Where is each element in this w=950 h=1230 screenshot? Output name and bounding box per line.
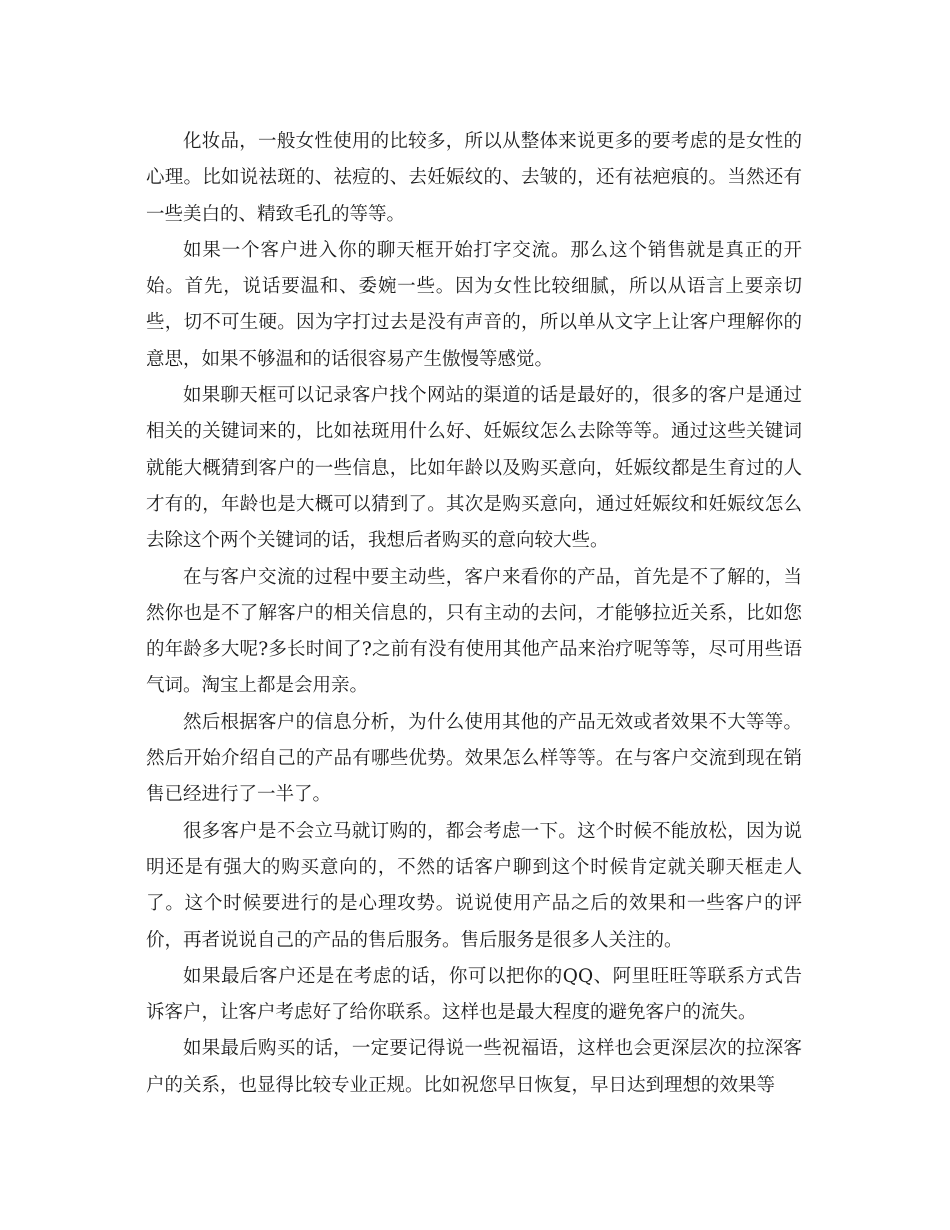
- paragraph: 如果一个客户进入你的聊天框开始打字交流。那么这个销售就是真正的开始。首先，说话要温和、委婉一些。因为女性比较细腻，所以从语言上要亲切些，切不可生硬。因为字打过去是没有声音的，所以单从文字上让客户理解你的意思，如果不够温和的话很容易产生傲慢等感觉。: [146, 239, 802, 370]
- document-body: [146, 124, 802, 1104]
- paragraph: 如果最后客户还是在考虑的话，你可以把你的QQ、阿里旺旺等联系方式告诉客户，让客户考虑好了给你联系。这样也是最大程度的避免客户的流失。: [146, 965, 802, 1024]
- paragraph: 在与客户交流的过程中要主动些，客户来看你的产品，首先是不了解的，当然你也是不了解客户的相关信息的，只有主动的去问，才能够拉近关系，比如您的年龄多大呢?多长时间了?之前有没有使用其他产品来治疗呢等等，尽可用些语气词。淘宝上都是会用亲。: [146, 566, 802, 697]
- paragraph: 很多客户是不会立马就订购的，都会考虑一下。这个时候不能放松，因为说明还是有强大的购买意向的，不然的话客户聊到这个时候肯定就关聊天框走人了。这个时候要进行的是心理攻势。说说使用产品之后的效果和一些客户的评价，再者说说自己的产品的售后服务。售后服务是很多人关注的。: [146, 820, 802, 951]
- paragraph: 化妆品，一般女性使用的比较多，所以从整体来说更多的要考虑的是女性的心理。比如说祛斑的、祛痘的、去妊娠纹的、去皱的，还有祛疤痕的。当然还有一些美白的、精致毛孔的等等。: [146, 131, 802, 225]
- paragraph: 如果最后购买的话，一定要记得说一些祝福语，这样也会更深层次的拉深客户的关系，也显得比较专业正规。比如祝您早日恢复，早日达到理想的效果等: [146, 1038, 802, 1096]
- paragraph: 如果聊天框可以记录客户找个网站的渠道的话是最好的，很多的客户是通过相关的关键词来的，比如祛斑用什么好、妊娠纹怎么去除等等。通过这些关键词就能大概猜到客户的一些信息，比如年龄以及购买意向，妊娠纹都是生育过的人才有的，年龄也是大概可以猜到了。其次是购买意向，通过妊娠纹和妊娠纹怎么去除这个两个关键词的话，我想后者购买的意向较大些。: [146, 385, 802, 552]
- paragraph: 然后根据客户的信息分析，为什么使用其他的产品无效或者效果不大等等。然后开始介绍自己的产品有哪些优势。效果怎么样等等。在与客户交流到现在销售已经进行了一半了。: [146, 711, 802, 806]
